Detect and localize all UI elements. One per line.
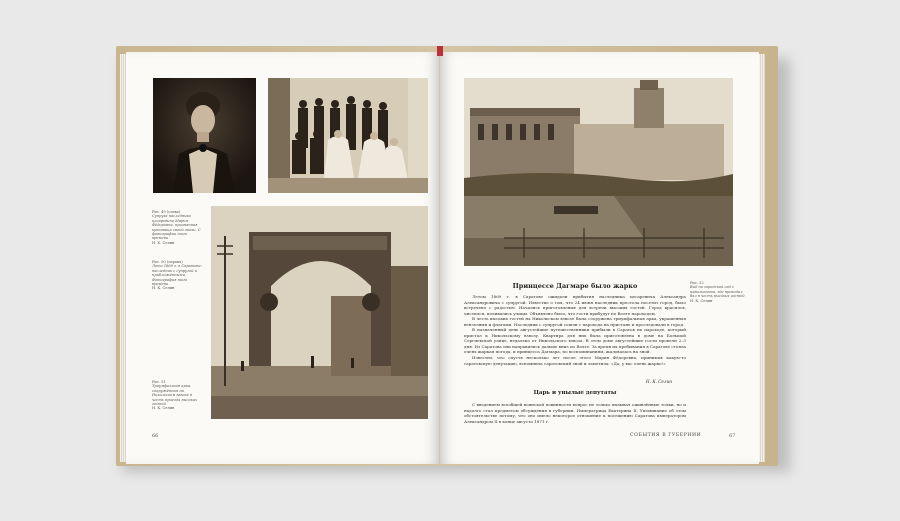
group-photo	[268, 78, 428, 193]
left-folio: 66	[152, 433, 159, 439]
caption-credit: Н. К. Селин	[152, 240, 175, 245]
caption-label: Рис. 49 (слева)	[152, 210, 181, 214]
right-page	[440, 52, 759, 464]
portrait-illustration	[153, 78, 256, 193]
paragraph: Летом 1869 г. в Саратове ожидали прибытия наследника цесаревича Александра Александровича с супругой. Известие о том, что 24 июня наследник престола посетит город, было встречено с радостью. Начались приготовления для встречи высоких гостей. Город красился, чистился, поливались улицы. Объявлено было, что гости прибудут по Волге пароходом.	[464, 294, 686, 316]
paragraph: В честь высоких гостей на Никольском взвозе была сооружена триумфальная арка, украшенная вензелями и флагами. Наследник с супругой сошли с парохода на пристань и проследовали в город.	[464, 316, 686, 327]
caption-fig-52	[690, 281, 745, 303]
caption-fig-51	[152, 380, 202, 411]
caption-text: Триумфальная арка, сооружённая на Никольском взвозе в честь приезда высоких гостей	[152, 384, 198, 407]
author-signature: Н. К. Селин	[646, 379, 673, 384]
paragraph: Известно, что спустя несколько лет после этого Мария Фёдоровна, принимая какую-то саратовскую депутацию, вспомнила саратовский зной и заметила: «Да, у вас очень жарко!»	[464, 355, 686, 366]
caption-text: Вид на городской сад с павильонами, где проходил бал в честь высоких гостей	[690, 285, 745, 299]
section-heading: Принцессе Дагмаре было жарко	[512, 282, 638, 290]
caption-label: Рис. 52	[690, 281, 704, 285]
caption-fig-50	[152, 260, 202, 291]
article-body	[464, 294, 686, 366]
caption-credit: Н. К. Селин	[152, 286, 175, 291]
caption-credit: Н. К. Селин	[690, 298, 713, 303]
caption-credit: Н. К. Селин	[152, 406, 175, 411]
left-page	[126, 52, 439, 464]
subsection-heading: Царь и унылые депутаты	[533, 390, 617, 396]
bookmark-ribbon	[437, 46, 443, 56]
caption-label: Рис. 51	[152, 380, 166, 384]
caption-text: Супруга наследника цесаревича Мария Фёдоровна, признанная красавица своей эпохи. С фотографии того времени	[152, 214, 201, 241]
paragraph: В назначенный день августейшие путешественники прибыли в Саратов на пароходе, который пристал к Никольскому взвозу. Квартира для них была приготовлена в доме на Большой Сергиевской улице, недалеко от Никольского взвоза. В этом доме августейшие гости провели 2–3 дня. Из Саратова они направились дальше вниз по Волге. За время их пребывания в Саратове стояла очень жаркая погода, и принцесса Дагмара, по воспоминаниям, жаловалась на зной.	[464, 327, 686, 355]
arch-photo	[211, 206, 428, 419]
portrait-photo	[153, 78, 256, 193]
running-head: СОБЫТИЯ В ГУБЕРНИИ	[630, 433, 702, 438]
caption-text: Лето 1869 г. в Саратове: наследник с супругой и приближёнными. Фотография того времени	[152, 264, 202, 287]
garden-illustration	[464, 78, 733, 266]
caption-fig-49	[152, 210, 202, 245]
right-page-edge	[759, 54, 765, 462]
arch-illustration	[211, 206, 428, 419]
caption-label: Рис. 50 (справа)	[152, 260, 183, 264]
garden-pavilion-photo	[464, 78, 733, 266]
group-illustration	[268, 78, 428, 193]
paragraph: С введением всеобщей воинской повинности вопрос не только вызывал оживлённые толки, но и надолго стал предметом обсуждения в губернии. Императрица Екатерина II. Упоминание об этом обстоятельстве потому, что оно имело некоторое отношение к посещению Саратова императором Александром II в конце августа 1871 г.	[464, 402, 686, 424]
right-folio: 67	[729, 433, 736, 439]
article-body-2	[464, 402, 686, 424]
